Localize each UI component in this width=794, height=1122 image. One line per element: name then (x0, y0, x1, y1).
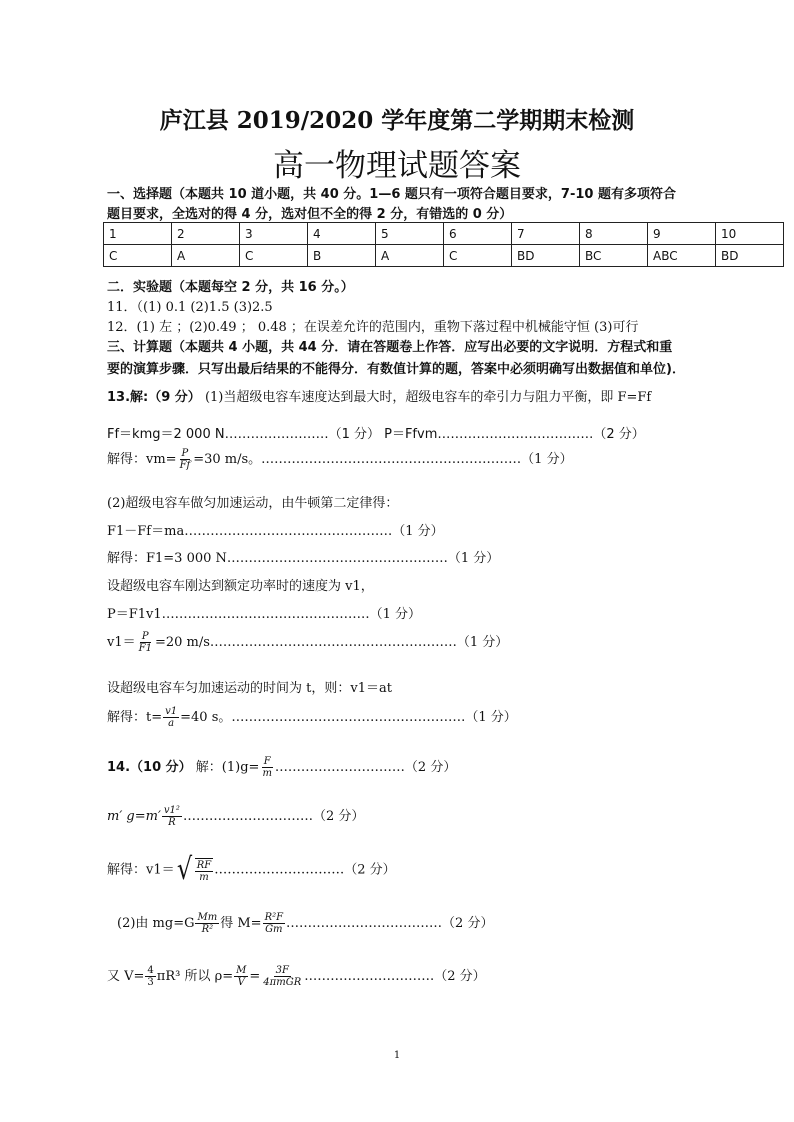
fraction-numerator: F (263, 756, 271, 767)
q14-label: 14.（10 分） (107, 760, 192, 775)
fraction (263, 912, 285, 935)
q14-l1-pre: 解：(1)g= (195, 760, 260, 775)
q13-line2: Ff＝kmg＝2 000 N……………………（1 分） P＝Ffvm………………………………（2 分） (107, 427, 645, 442)
fraction-numerator: RF (196, 859, 212, 871)
q14-l5-eq: = (249, 969, 261, 984)
table-cell: A (376, 245, 444, 267)
q13-line1 (107, 386, 651, 405)
q14-l4-pre: (2)由 mg=G (117, 916, 195, 931)
fraction-numerator: P (141, 631, 149, 642)
fraction (234, 965, 248, 988)
q13-line8: P＝F1v1…………………………………………（1 分） (107, 607, 422, 622)
table-cell: 2 (172, 223, 240, 245)
fraction (162, 805, 182, 828)
table-cell: C (444, 245, 512, 267)
q14-line3 (107, 852, 396, 887)
q14-l2-pre: m′ g=m′ (107, 809, 161, 824)
fraction-numerator: Mm (197, 912, 218, 923)
q13-line11 (107, 706, 517, 729)
table-row-numbers (104, 223, 784, 245)
fraction-denominator: m (262, 768, 272, 779)
radical-sign-icon: √ (176, 852, 192, 887)
q14-l1-post: …………………………（2 分） (274, 760, 457, 775)
q13-l9-post: =20 m/s…………………………………………………（1 分） (154, 635, 509, 650)
table-cell: A (172, 245, 240, 267)
fraction (137, 631, 154, 654)
q14-l3-pre: 解得：v1＝ (107, 862, 175, 878)
q13-label: 13.解:（9 分） (107, 390, 201, 405)
q13-l3-post: =30 m/s。……………………………………………………（1 分） (193, 452, 573, 467)
fraction-denominator: 3 (147, 977, 154, 988)
fraction (261, 965, 303, 988)
q13-l3-pre: 解得：vm= (107, 452, 177, 467)
fraction (260, 756, 273, 779)
fraction (195, 912, 219, 935)
fraction-denominator: V (237, 977, 245, 988)
q13-line10: 设超级电容车匀加速运动的时间为 t，则：v1＝at (107, 681, 392, 696)
q13-line6: 解得：F1=3 000 N……………………………………………（1 分） (107, 551, 500, 566)
q14-line5 (107, 965, 486, 988)
page-subtitle: 高一物理试题答案 (273, 148, 521, 184)
q14-l5-pre: 又 V= (107, 969, 145, 984)
fraction-denominator: R² (201, 924, 214, 935)
fraction-numerator: R²F (264, 912, 284, 923)
q13-l9-pre: v1＝ (107, 635, 136, 650)
fraction (195, 858, 213, 883)
q13-line9 (107, 631, 508, 654)
fraction-numerator: P (181, 448, 189, 459)
fraction-denominator: Gm (265, 924, 283, 935)
table-cell: C (104, 245, 172, 267)
fraction-numerator: 4 (147, 965, 154, 976)
table-cell: 5 (376, 223, 444, 245)
page-title: 庐江县 2019/2020 学年度第二学期期末检测 (159, 107, 635, 134)
section1-heading-b: 题目要求，全选对的得 4 分，选对但不全的得 2 分，有错选的 0 分） (107, 207, 513, 222)
q13-l11-post: =40 s。………………………………………………（1 分） (180, 710, 517, 725)
section3-heading-a: 三、计算题（本题共 4 小题，共 44 分．请在答题卷上作答．应写出必要的文字说明．方程式和重 (107, 340, 673, 355)
table-cell: BD (716, 245, 784, 267)
q13-line3 (107, 448, 573, 471)
fraction-denominator: Ff (179, 460, 191, 471)
table-cell: 3 (240, 223, 308, 245)
fraction-denominator: m (199, 871, 209, 883)
section1-heading-a: 一、选择题（本题共 10 道小题，共 40 分。1—6 题只有一项符合题目要求，7-10 题有多项符合 (107, 187, 676, 202)
table-cell: C (240, 245, 308, 267)
table-cell: 6 (444, 223, 512, 245)
table-cell: 7 (512, 223, 580, 245)
table-cell: 1 (104, 223, 172, 245)
q13-line4: (2)超级电容车做匀加速运动，由牛顿第二定律得： (107, 496, 399, 511)
answer-table (103, 222, 784, 267)
section2-heading: 二．实验题（本题每空 2 分，共 16 分。） (107, 280, 354, 295)
q14-line4 (117, 912, 493, 935)
table-cell: BC (580, 245, 648, 267)
fraction (145, 965, 155, 988)
q14-line2 (107, 805, 364, 828)
fraction-numerator: 3F (275, 965, 289, 976)
table-cell: 10 (716, 223, 784, 245)
table-cell: BD (512, 245, 580, 267)
q14-l4-post: ………………………………（2 分） (286, 916, 494, 931)
fraction (178, 448, 193, 471)
q13-l11-pre: 解得：t= (107, 710, 163, 725)
q11-answer: 11．（(1) 0.1 (2)1.5 (3)2.5 (107, 300, 273, 315)
table-cell: 9 (648, 223, 716, 245)
table-cell: B (308, 245, 376, 267)
fraction-denominator: 4πmGR (263, 977, 302, 988)
fraction-denominator: R (168, 817, 176, 828)
fraction-denominator: F1 (138, 643, 152, 654)
table-cell: 4 (308, 223, 376, 245)
table-row-answers (104, 245, 784, 267)
fraction-numerator: M (236, 965, 247, 976)
q12-answer: 12．(1) 左 ；(2)0.49 ； 0.48 ；在误差允许的范围内，重物下落过程中机械能守恒 (3)可行 (107, 320, 639, 335)
q14-line1 (107, 756, 456, 779)
q14-l5-mid: πR³ 所以 ρ= (156, 969, 234, 984)
q14-l5-post: …………………………（2 分） (304, 969, 486, 984)
fraction-numerator: v1² (163, 805, 180, 816)
fraction (163, 706, 179, 729)
q14-l4-mid: 得 M= (220, 916, 262, 931)
q13-text: (1)当超级电容车速度达到最大时，超级电容车的牵引力与阻力平衡，即 F=Ff (204, 390, 652, 405)
fraction-numerator: v1 (165, 706, 178, 717)
section3-heading-b: 要的演算步骤．只写出最后结果的不能得分．有数值计算的题，答案中必须明确写出数据值和单位)． (107, 362, 685, 377)
table-cell: ABC (648, 245, 716, 267)
table-cell: 8 (580, 223, 648, 245)
q14-l2-post: …………………………（2 分） (182, 809, 365, 824)
fraction-denominator: a (168, 718, 175, 729)
square-root (175, 852, 215, 887)
q14-l3-post: …………………………（2 分） (214, 862, 396, 878)
page-number: 1 (393, 1050, 401, 1061)
q13-line7: 设超级电容车刚达到额定功率时的速度为 v1， (107, 579, 374, 594)
q13-line5: F1－Ff＝ma…………………………………………（1 分） (107, 524, 444, 539)
